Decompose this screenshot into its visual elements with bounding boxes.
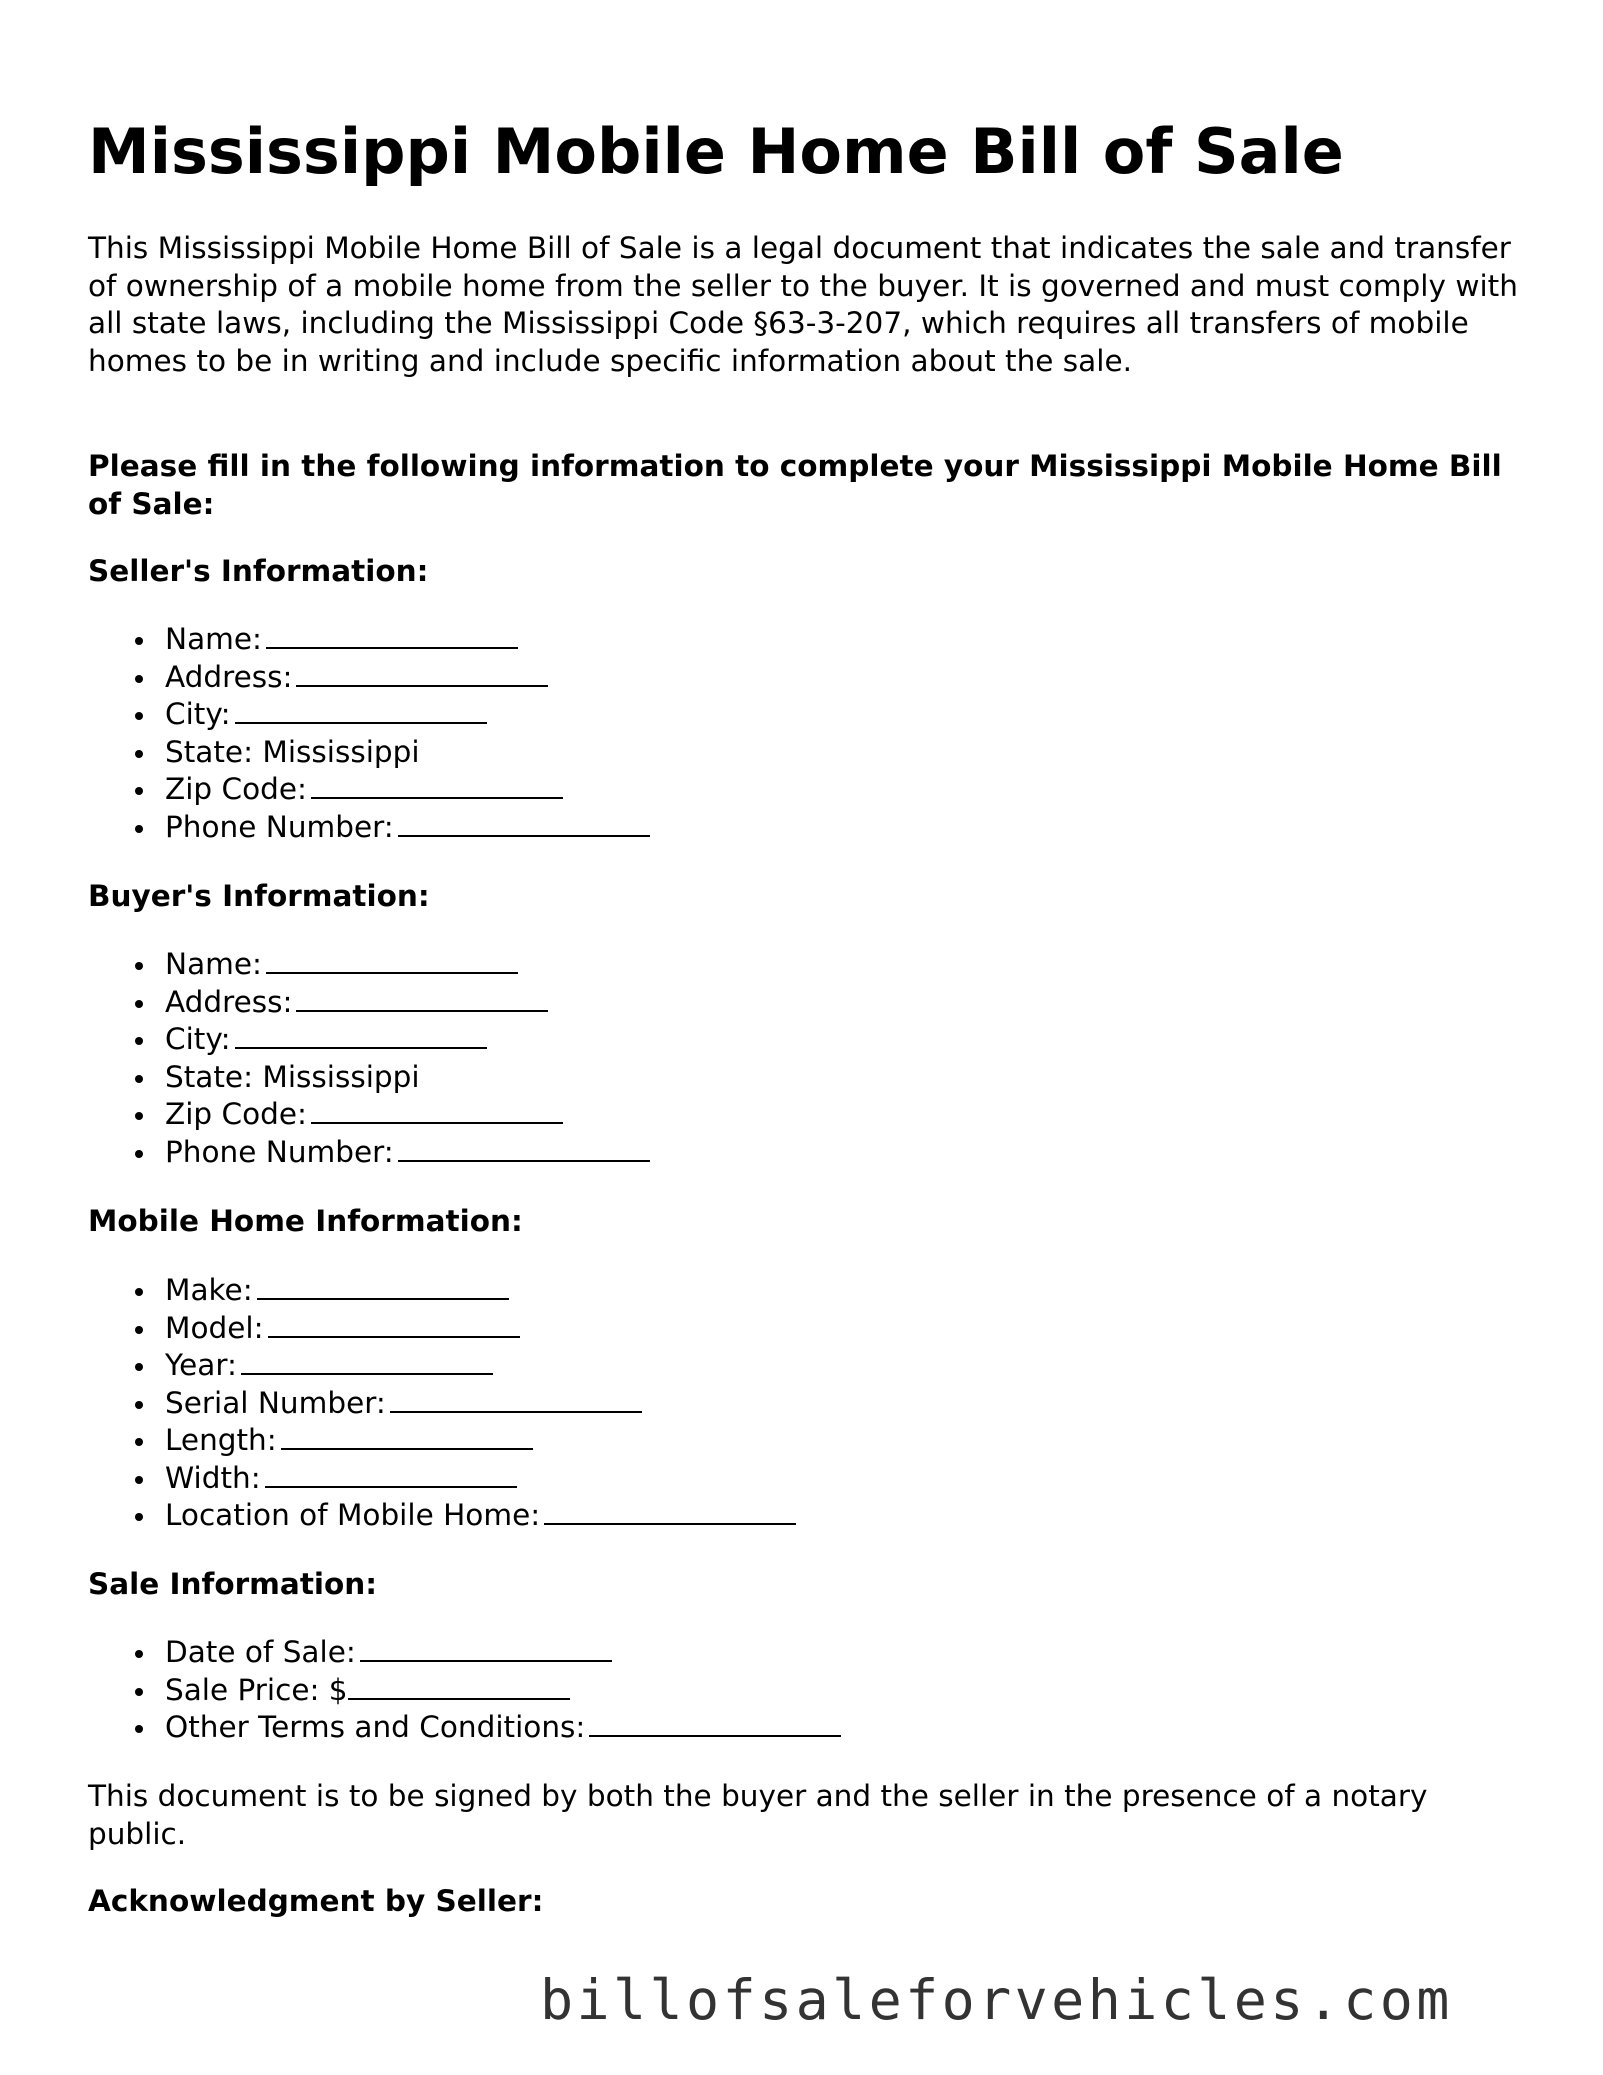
seller-city-item [165,696,650,734]
seller-name-blank[interactable] [266,621,518,649]
year-item [165,1347,796,1385]
make-label: Make: [165,1273,253,1307]
length-item [165,1422,796,1460]
location-item [165,1497,796,1535]
buyer-address-label: Address: [165,984,293,1019]
terms-blank[interactable] [589,1709,841,1737]
mobile-home-fields [88,1272,796,1535]
seller-zip-item [165,771,650,809]
seller-heading: Seller's Information: [88,554,429,588]
buyer-name-item [165,946,650,984]
sale-heading: Sale Information: [88,1567,378,1601]
buyer-zip-item [165,1096,650,1134]
date-of-sale-item [165,1634,841,1672]
buyer-name-blank[interactable] [266,946,518,974]
width-blank[interactable] [265,1460,517,1488]
buyer-state-item [165,1059,650,1097]
model-item [165,1310,796,1348]
seller-city-blank[interactable] [235,696,487,724]
sale-price-blank[interactable] [348,1672,570,1700]
seller-phone-label: Phone Number: [165,809,394,844]
buyer-city-item [165,1021,650,1059]
terms-label: Other Terms and Conditions: [165,1710,586,1744]
watermark-text: billofsaleforvehicles.com [540,1968,1453,2032]
buyer-name-label: Name: [165,947,262,981]
location-label: Location of Mobile Home: [165,1498,541,1532]
terms-item [165,1709,841,1747]
year-label: Year: [165,1348,237,1382]
width-label: Width: [165,1460,261,1495]
length-label: Length: [165,1423,277,1457]
model-blank[interactable] [268,1310,520,1338]
buyer-heading: Buyer's Information: [88,879,430,913]
seller-zip-blank[interactable] [311,771,563,799]
seller-phone-blank[interactable] [398,809,650,837]
buyer-city-blank[interactable] [235,1021,487,1049]
serial-number-blank[interactable] [390,1385,642,1413]
acknowledgment-heading: Acknowledgment by Seller: [88,1884,544,1918]
intro-paragraph: This Mississippi Mobile Home Bill of Sale is a legal document that indicates the sale and transfer of ownership of a mobile home from the seller to the buyer. It is governed and must comply with all state laws, including the Mississippi Code §63-3-207, which requires all transfers of mobile homes to be in writing and include specific information about the sale. [88,231,1518,378]
buyer-address-item [165,984,650,1022]
buyer-city-label: City: [165,1022,231,1056]
serial-number-label: Serial Number: [165,1385,386,1420]
make-item [165,1272,796,1310]
year-blank[interactable] [241,1347,493,1375]
seller-state-label: State: Mississippi [165,734,420,769]
seller-name-item [165,621,650,659]
seller-address-blank[interactable] [296,659,548,687]
mobile-home-heading: Mobile Home Information: [88,1204,523,1238]
width-item [165,1460,796,1498]
document-title: Mississippi Mobile Home Bill of Sale [88,115,1344,188]
buyer-address-blank[interactable] [296,984,548,1012]
seller-state-item [165,734,650,772]
seller-name-label: Name: [165,622,262,656]
date-of-sale-label: Date of Sale: [165,1635,356,1669]
seller-city-label: City: [165,697,231,731]
buyer-state-label: State: Mississippi [165,1059,420,1094]
buyer-phone-blank[interactable] [398,1134,650,1162]
notary-note: This document is to be signed by both the buyer and the seller in the presence of a notary public. [88,1779,1428,1851]
buyer-zip-blank[interactable] [311,1096,563,1124]
instructions: Please fill in the following information to complete your Mississippi Mobile Home Bill of Sale: [88,449,1502,521]
seller-fields [88,621,650,846]
seller-address-label: Address: [165,659,293,694]
sale-price-item [165,1672,841,1710]
buyer-phone-item [165,1134,650,1172]
buyer-fields [88,946,650,1171]
buyer-zip-label: Zip Code: [165,1097,307,1131]
sale-fields [88,1634,841,1747]
seller-address-item [165,659,650,697]
serial-number-item [165,1385,796,1423]
length-blank[interactable] [281,1422,533,1450]
date-of-sale-blank[interactable] [360,1634,612,1662]
location-blank[interactable] [544,1497,796,1525]
make-blank[interactable] [257,1272,509,1300]
buyer-phone-label: Phone Number: [165,1134,394,1169]
model-label: Model: [165,1310,264,1345]
seller-zip-label: Zip Code: [165,772,307,806]
seller-phone-item [165,809,650,847]
sale-price-label: Sale Price: $ [165,1672,348,1707]
